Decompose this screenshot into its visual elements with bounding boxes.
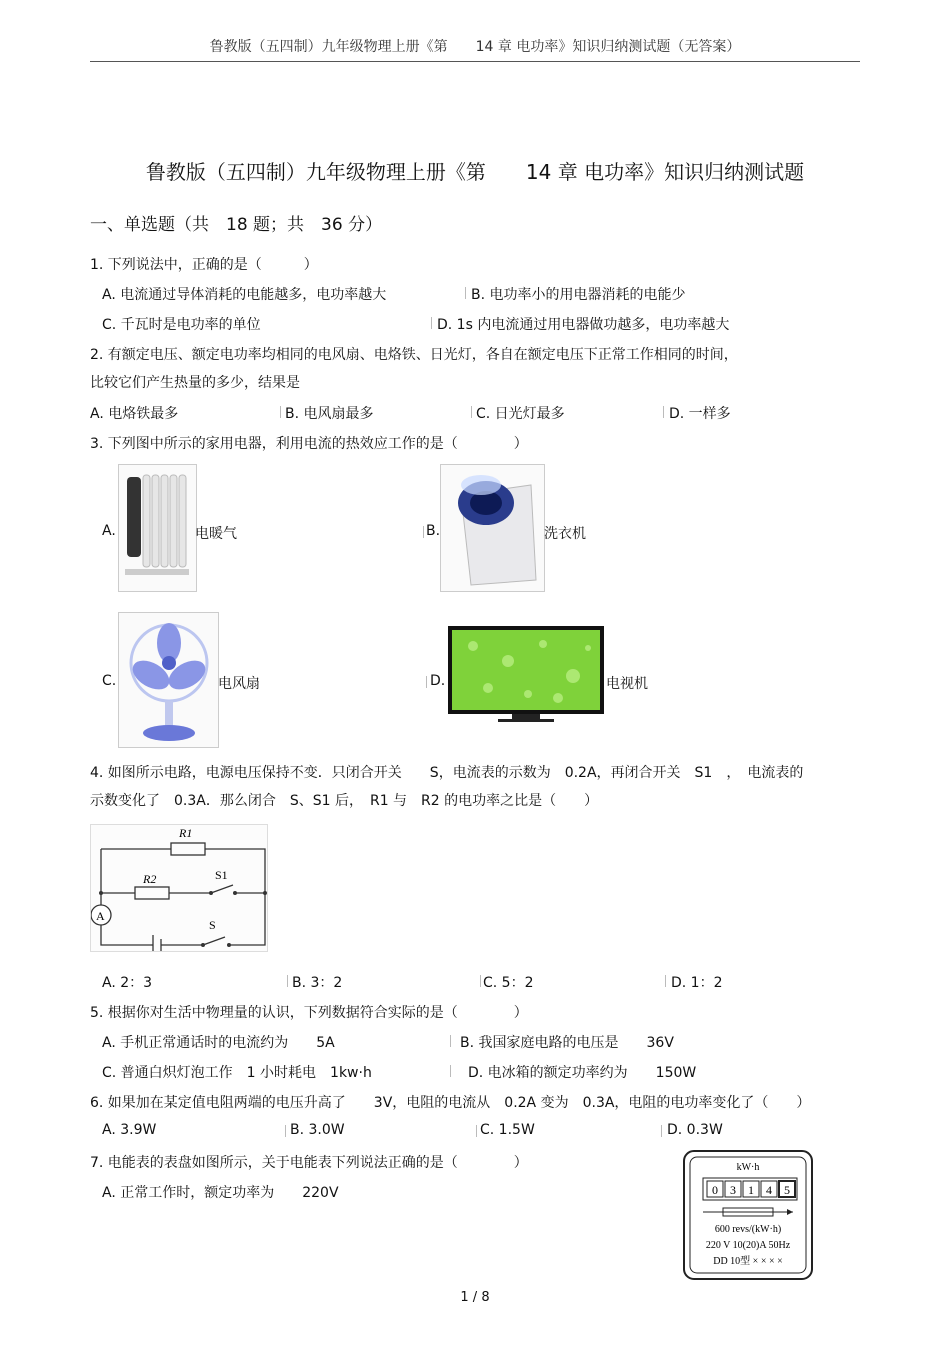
- q4-option-a: A. 2：3: [102, 975, 153, 991]
- column-marker: [426, 676, 427, 688]
- television-image: [448, 626, 604, 723]
- q3-option-a-label: 电暖气: [195, 526, 237, 542]
- running-header: 鲁教版（五四制）九年级物理上册《第 14 章 电功率》知识归纳测试题（无答案）: [209, 39, 741, 55]
- q4-stem-line1: 4. 如图所示电路，电源电压保持不变．只闭合开关 S，电流表的示数为 0.2A，再闭合开关 S1 ， 电流表的: [90, 765, 804, 781]
- energy-meter-image: [683, 1150, 813, 1280]
- q4-stem-line2: 示数变化了 0.3A．那么闭合 S、S1 后， R1 与 R2 的电功率之比是（ ）: [90, 793, 599, 809]
- meter-digit: 4: [766, 1183, 772, 1197]
- q3-stem: 3. 下列图中所示的家用电器，利用电流的热效应工作的是（ ）: [90, 436, 528, 452]
- q4-option-d: D. 1：2: [671, 975, 723, 991]
- s1-label: S1: [215, 868, 228, 882]
- q3-option-d-letter: D.: [430, 673, 446, 689]
- column-marker: [431, 317, 432, 329]
- section-heading: 一、单选题（共 18 题；共 36 分）: [90, 215, 383, 235]
- q5-option-c: C. 普通白炽灯泡工作 1 小时耗电 1kw·h: [102, 1065, 372, 1081]
- q3-option-a-letter: A.: [102, 523, 116, 539]
- q2-option-c: C. 日光灯最多: [476, 406, 565, 422]
- electric-fan-image: [118, 612, 219, 748]
- page-title: 鲁教版（五四制）九年级物理上册《第 14 章 电功率》知识归纳测试题: [145, 160, 805, 184]
- column-marker: [480, 975, 481, 987]
- q3-option-b-label: 洗衣机: [544, 526, 586, 542]
- column-marker: [663, 406, 664, 418]
- q2-option-b: B. 电风扇最多: [285, 406, 374, 422]
- meter-rating: 220 V 10(20)A 50Hz: [705, 1240, 791, 1251]
- q1-option-a: A. 电流通过导体消耗的电能越多，电功率越大: [102, 287, 387, 303]
- page-number: 1 / 8: [460, 1290, 490, 1305]
- meter-revs: 600 revs/(kW·h): [714, 1224, 782, 1235]
- column-marker: [471, 406, 472, 418]
- r2-label: R2: [143, 872, 157, 886]
- q3-option-c-letter: C.: [102, 673, 117, 689]
- q6-option-c: C. 1.5W: [480, 1122, 535, 1138]
- q4-option-b: B. 3：2: [292, 975, 343, 991]
- column-marker: [287, 975, 288, 987]
- q3-option-d-label: 电视机: [606, 676, 648, 692]
- q6-stem: 6. 如果加在某定值电阻两端的电压升高了 3V，电阻的电流从 0.2A 变为 0.3A，电阻的电功率变化了（ ）: [90, 1095, 811, 1111]
- q6-option-b: B. 3.0W: [290, 1122, 345, 1138]
- electric-heater-image: [118, 464, 197, 592]
- column-marker: [476, 1125, 477, 1137]
- column-marker: [285, 1125, 286, 1137]
- resistor-r1: [171, 843, 205, 855]
- column-marker: [450, 1065, 451, 1077]
- q3-option-c-label: 电风扇: [218, 676, 260, 692]
- q1-stem: 1. 下列说法中，正确的是（ ）: [90, 257, 318, 273]
- q7-option-a: A. 正常工作时，额定功率为 220V: [102, 1185, 339, 1201]
- meter-unit: kW·h: [736, 1162, 760, 1173]
- circuit-diagram: [90, 824, 268, 952]
- column-marker: [665, 975, 666, 987]
- q6-option-a: A. 3.9W: [102, 1122, 157, 1138]
- column-marker: [465, 287, 466, 299]
- q2-option-d: D. 一样多: [669, 406, 731, 422]
- q7-stem: 7. 电能表的表盘如图所示，关于电能表下列说法正确的是（ ）: [90, 1155, 528, 1171]
- washing-machine-image: [440, 464, 545, 592]
- q5-option-a: A. 手机正常通话时的电流约为 5A: [102, 1035, 335, 1051]
- q2-stem-line1: 2. 有额定电压、额定电功率均相同的电风扇、电烙铁、日光灯，各自在额定电压下正常工作相同的时间，: [90, 347, 738, 363]
- s-label: S: [209, 918, 216, 932]
- q5-option-b: B. 我国家庭电路的电压是 36V: [460, 1035, 674, 1051]
- ammeter-label: A: [96, 909, 105, 923]
- q5-option-d: D. 电冰箱的额定功率约为 150W: [468, 1065, 697, 1081]
- q5-stem: 5. 根据你对生活中物理量的认识，下列数据符合实际的是（ ）: [90, 1005, 528, 1021]
- q1-option-d: D. 1s 内电流通过用电器做功越多，电功率越大: [437, 317, 730, 333]
- q2-stem-line2: 比较它们产生热量的多少，结果是: [90, 375, 300, 391]
- q4-option-c: C. 5：2: [483, 975, 534, 991]
- column-marker: [423, 526, 424, 538]
- column-marker: [280, 406, 281, 418]
- q1-option-c: C. 千瓦时是电功率的单位: [102, 317, 261, 333]
- meter-digit: 3: [730, 1183, 736, 1197]
- meter-digit: 5: [784, 1183, 790, 1197]
- meter-digit: 1: [748, 1183, 754, 1197]
- q6-option-d: D. 0.3W: [667, 1122, 723, 1138]
- q3-option-b-letter: B.: [426, 523, 441, 539]
- meter-model: DD 10型 × × × ×: [713, 1256, 783, 1267]
- q1-option-b: B. 电功率小的用电器消耗的电能少: [471, 287, 686, 303]
- r1-label: R1: [179, 826, 193, 840]
- header-rule: [90, 61, 860, 62]
- meter-digit: 0: [712, 1183, 718, 1197]
- column-marker: [450, 1035, 451, 1047]
- column-marker: [661, 1125, 662, 1137]
- q2-option-a: A. 电烙铁最多: [90, 406, 179, 422]
